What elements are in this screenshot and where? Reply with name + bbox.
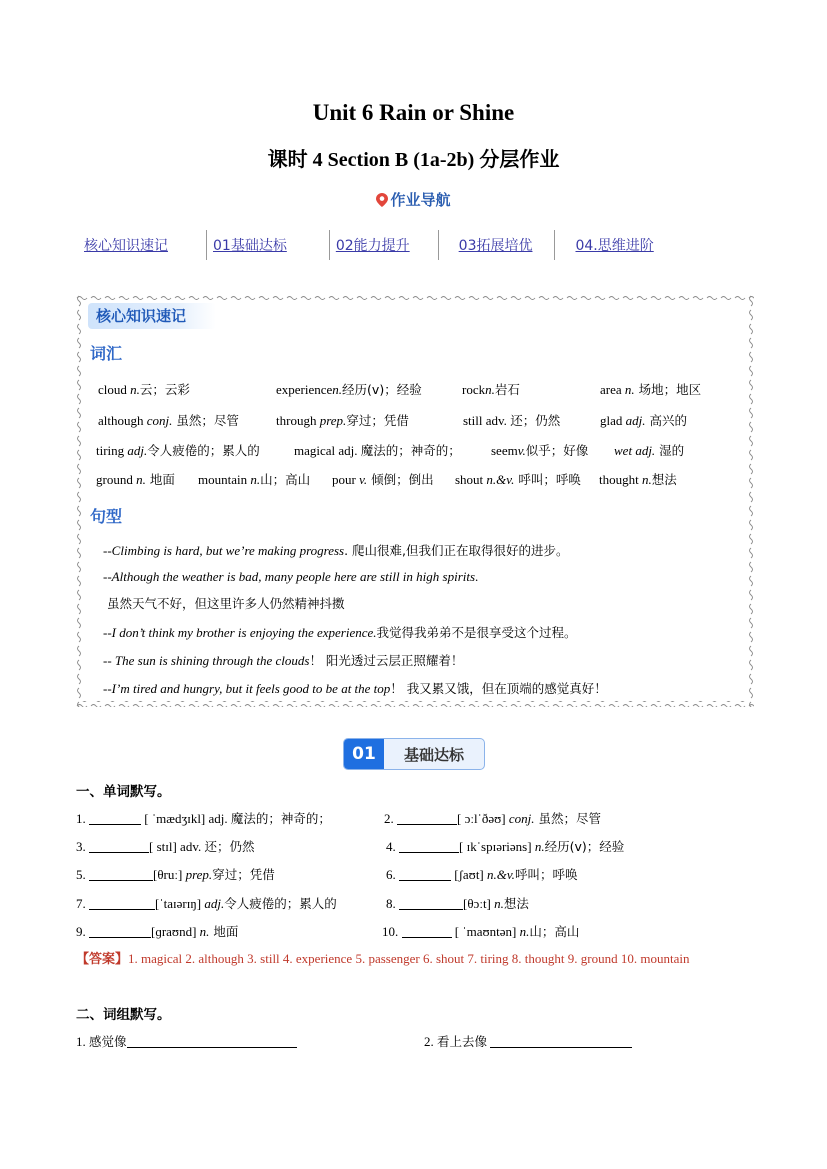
vocab-heading: 词汇 [90, 344, 123, 363]
nav-link-extension[interactable]: 03拓展培优 [458, 238, 533, 254]
core-knowledge-badge: 核心知识速记 [88, 303, 216, 329]
vocab-item: mountain n.山；高山 [198, 472, 311, 487]
word-question: 9. [ɡraʊnd] n. 地面 [76, 924, 239, 939]
answer-blank[interactable] [402, 925, 452, 938]
sentence-item: --I don’t think my brother is enjoying the experience.我觉得我弟弟不是很享受这个过程。 [103, 625, 577, 640]
sentence-item: --Climbing is hard, but we’re making progress. 爬山很难,但我们正在取得很好的进步。 [103, 543, 569, 558]
vocab-item: rockn.岩石 [462, 382, 520, 397]
answer-blank[interactable] [89, 840, 149, 853]
vocab-item: pour v. 倾倒；倒出 [332, 472, 434, 487]
page-title: Unit 6 Rain or Shine [312, 100, 515, 125]
answer-blank[interactable] [89, 925, 151, 938]
vocab-item: wet adj. 湿的 [614, 443, 685, 458]
nav-heading-text: 作业导航 [390, 191, 451, 209]
vocab-item: experiencen.经历(v)；经验 [276, 382, 422, 397]
word-question: 3. [ stɪl] adv. 还；仍然 [76, 839, 255, 854]
vocab-item: glad adj. 高兴的 [600, 413, 687, 428]
answer-blank[interactable] [399, 868, 451, 881]
decorative-border [76, 295, 754, 707]
vocab-item: area n. 场地；地区 [600, 382, 702, 397]
word-question: 2. [ ɔːlˈðəʊ] conj. 虽然；尽管 [384, 811, 602, 826]
vocab-item: seemv.似乎；好像 [491, 443, 589, 458]
answer-blank[interactable] [397, 812, 457, 825]
vocab-item: still adv. 还；仍然 [463, 413, 561, 428]
vocab-item: ground n. 地面 [96, 472, 175, 487]
vocab-item: magical adj. 魔法的；神奇的； [294, 443, 461, 458]
knowledge-box [76, 295, 754, 707]
vocab-item: through prep.穿过；凭借 [276, 413, 409, 428]
sentence-item: -- The sun is shining through the clouds！ 阳光透过云层正照耀着！ [103, 653, 464, 668]
vocab-item: shout n.&v. 呼叫；呼唤 [455, 472, 581, 487]
vocab-item: thought n.想法 [599, 472, 677, 487]
word-question: 5. [θruː] prep.穿过；凭借 [76, 867, 275, 882]
word-question: 10. [ ˈmaʊntən] n.山；高山 [382, 924, 580, 939]
word-question: 4. [ ɪkˈspɪəriəns] n.经历(v)；经验 [386, 839, 625, 854]
answer-key: 【答案】1. magical 2. although 3. still 4. experience 5. passenger 6. shout 7. tiring 8. thought 9. ground 10. mountain [76, 951, 690, 967]
nav-link-core-knowledge[interactable]: 核心知识速记 [84, 238, 168, 254]
vocab-item: tiring adj.令人疲倦的；累人的 [96, 443, 260, 458]
word-question: 7. [ˈtaɪərɪŋ] adj.令人疲倦的；累人的 [76, 896, 337, 911]
sentence-item: --Although the weather is bad, many people here are still in high spirits. [103, 569, 479, 584]
answer-blank[interactable] [127, 1035, 297, 1048]
nav-link-thinking[interactable]: 04.思维进阶 [575, 238, 654, 254]
level-number: 01 [344, 739, 384, 769]
vocab-item: although conj. 虽然；尽管 [98, 413, 239, 428]
answer-blank[interactable] [89, 897, 155, 910]
homework-nav [76, 229, 756, 261]
answer-blank[interactable] [399, 840, 459, 853]
sentence-heading: 句型 [90, 507, 123, 526]
phrase-question: 2. 看上去像 [424, 1032, 632, 1050]
answer-blank[interactable] [399, 897, 463, 910]
page-subtitle: 课时 4 Section B (1a-2b) 分层作业 [267, 149, 560, 171]
answer-blank[interactable] [89, 812, 141, 825]
nav-separator [438, 230, 439, 260]
nav-separator [554, 230, 555, 260]
sentence-item: --I’m tired and hungry, but it feels good to be at the top！ 我又累又饿，但在顶端的感觉真好！ [103, 681, 607, 696]
question-heading-1: 一、单词默写。 [76, 784, 171, 800]
phrase-question: 1. 感觉像 [76, 1032, 297, 1050]
question-heading-2: 二、词组默写。 [76, 1007, 171, 1023]
nav-link-basic[interactable]: 01基础达标 [213, 238, 287, 254]
sentence-item: 虽然天气不好，但这里许多人仍然精神抖擞 [107, 596, 345, 611]
vocab-item: cloud n.云；云彩 [98, 382, 190, 397]
answer-blank[interactable] [89, 868, 153, 881]
word-question: 8. [θɔːt] n.想法 [386, 896, 529, 911]
nav-separator [329, 230, 330, 260]
nav-link-ability[interactable]: 02能力提升 [335, 238, 410, 254]
level-label: 基础达标 [403, 745, 464, 764]
nav-separator [206, 230, 207, 260]
nav-heading [0, 189, 827, 210]
level-badge [343, 738, 485, 770]
answer-blank[interactable] [490, 1035, 632, 1048]
location-pin-icon [376, 193, 388, 207]
word-question: 1. [ ˈmædʒɪkl] adj. 魔法的；神奇的； [76, 811, 331, 826]
word-question: 6. [ʃaʊt] n.&v.呼叫；呼唤 [386, 867, 578, 882]
